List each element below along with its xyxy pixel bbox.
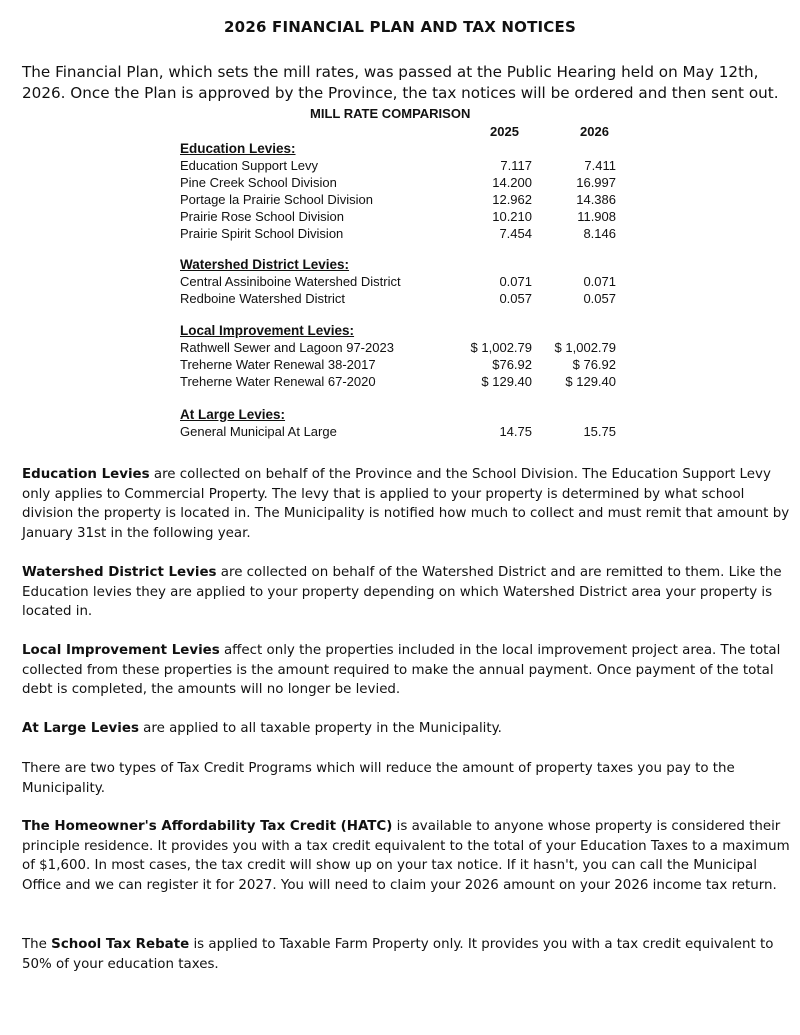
row-label: Treherne Water Renewal 38-2017	[180, 357, 376, 372]
group-title: Local Improvement Levies:	[180, 323, 355, 338]
table-row	[180, 339, 640, 356]
value-2026: 16.997	[576, 175, 616, 190]
value-2026: 8.146	[583, 226, 616, 241]
value-2026: 11.908	[577, 209, 616, 224]
value-2025: 10.210	[492, 209, 532, 224]
value-2025: $76.92	[492, 357, 532, 372]
value-2026: $ 76.92	[572, 357, 616, 372]
value-2026: 0.071	[583, 274, 616, 289]
paragraph-text: is applied to Taxable Farm Property only. It provides you with a tax credit equivalent to 50% of your education taxes.	[22, 937, 774, 972]
value-2026: 0.057	[583, 291, 616, 306]
table-row	[180, 191, 640, 208]
table-row	[180, 157, 640, 174]
page-title: 2026 FINANCIAL PLAN AND TAX NOTICES	[224, 18, 576, 36]
education-levies-group	[180, 140, 640, 242]
value-2025: 7.117	[500, 158, 532, 173]
tax-credit-programs-paragraph: There are two types of Tax Credit Programs which will reduce the amount of property taxes you pay to the Municipality.	[22, 761, 735, 796]
value-2026: 7.411	[584, 158, 616, 173]
value-2025: 14.75	[499, 424, 532, 439]
row-label: Portage la Prairie School Division	[180, 192, 373, 207]
intro-paragraph: The Financial Plan, which sets the mill rates, was passed at the Public Hearing held on May 12th, 2026. Once the Plan is approved by the Province, the tax notices will be ordered and then sent out.	[22, 63, 779, 102]
mill-rate-heading: MILL RATE COMPARISON	[310, 106, 471, 121]
hatc-paragraph	[22, 817, 792, 895]
group-title: At Large Levies:	[180, 407, 286, 422]
row-label: Treherne Water Renewal 67-2020	[180, 374, 376, 389]
paragraph-text: are collected on behalf of the Province and the School Division. The Education Support Levy only applies to Commercial Property. The levy that is applied to your property is determined by what school division the property is located in. The Municipality is notified how much to collect and must remit that amount by January 31st in the following year.	[22, 467, 790, 541]
table-row	[180, 423, 640, 440]
row-label: Rathwell Sewer and Lagoon 97-2023	[180, 340, 394, 355]
at-large-paragraph	[22, 719, 792, 739]
row-label: Redboine Watershed District	[180, 291, 345, 306]
table-row	[180, 273, 640, 290]
table-row	[180, 290, 640, 307]
local-improvement-levies-group	[180, 322, 640, 390]
row-label: Education Support Levy	[180, 158, 319, 173]
value-2025: 0.071	[499, 274, 532, 289]
local-improvement-paragraph	[22, 641, 792, 700]
value-2025: $ 1,002.79	[470, 340, 532, 355]
paragraph-lead: Local Improvement Levies	[22, 643, 220, 658]
paragraph-lead: At Large Levies	[22, 721, 139, 736]
paragraph-lead: Watershed District Levies	[22, 565, 217, 580]
value-2026: 15.75	[583, 424, 616, 439]
row-label: Prairie Rose School Division	[180, 209, 345, 224]
value-2026: $ 1,002.79	[554, 340, 616, 355]
table-row	[180, 373, 640, 390]
column-header-2026: 2026	[580, 124, 609, 139]
paragraph-text: affect only the properties included in the local improvement project area. The total collected from these properties is the amount required to make the annual payment. Once payment of the total debt is completed, the amounts will no longer be levied.	[22, 643, 781, 698]
value-2025: 14.200	[492, 175, 532, 190]
value-2025: 12.962	[492, 192, 532, 207]
value-2025: 0.057	[499, 291, 532, 306]
row-label: General Municipal At Large	[180, 424, 337, 439]
table-row	[180, 225, 640, 242]
row-label: Central Assiniboine Watershed District	[180, 274, 401, 289]
value-2025: 7.454	[499, 226, 532, 241]
education-levies-paragraph	[22, 465, 792, 543]
table-row	[180, 356, 640, 373]
at-large-levies-group	[180, 406, 640, 440]
paragraph-lead: School Tax Rebate	[51, 937, 190, 952]
row-label: Prairie Spirit School Division	[180, 226, 344, 241]
watershed-levies-paragraph	[22, 563, 792, 622]
table-row	[180, 208, 640, 225]
value-2025: $ 129.40	[481, 374, 532, 389]
paragraph-lead: Education Levies	[22, 467, 150, 482]
row-label: Pine Creek School Division	[180, 175, 337, 190]
paragraph-text: is available to anyone whose property is considered their principle residence. It provides you with a tax credit equivalent to the total of your Education Taxes to a maximum of $1,600. In most cases, the tax credit will show up on your tax notice. If it hasn't, you can call the Municipal Office and we can register it for 2027. You will need to claim your 2026 amount on your 2026 income tax return.	[22, 819, 790, 893]
group-title: Watershed District Levies:	[180, 257, 350, 272]
paragraph-text: are applied to all taxable property in the Municipality.	[138, 721, 502, 736]
watershed-levies-group	[180, 256, 640, 307]
paragraph-lead: The Homeowner's Affordability Tax Credit (HATC)	[22, 819, 393, 834]
school-tax-rebate-paragraph	[22, 935, 792, 974]
value-2026: $ 129.40	[565, 374, 616, 389]
paragraph-prefix: The	[22, 937, 52, 952]
group-title: Education Levies:	[180, 141, 296, 156]
paragraph-text: are collected on behalf of the Watershed District and are remitted to them. Like the Education levies they are applied to your property depending on which Watershed District area your property is located in.	[22, 565, 782, 620]
table-row	[180, 174, 640, 191]
column-header-2025: 2025	[490, 124, 519, 139]
value-2026: 14.386	[576, 192, 616, 207]
